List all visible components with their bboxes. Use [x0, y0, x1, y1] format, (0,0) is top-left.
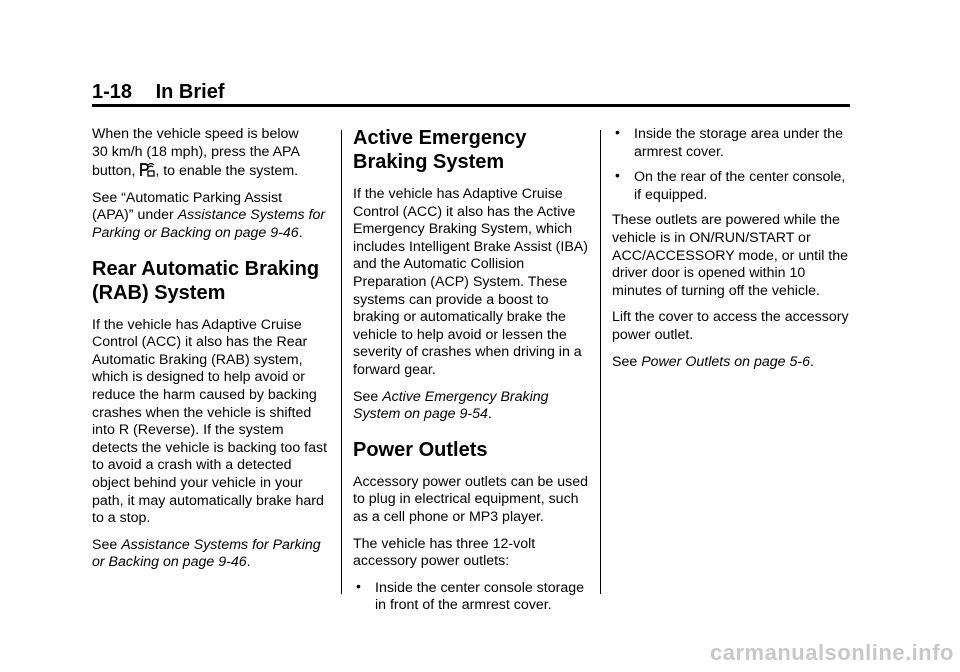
bullet-icon: •	[356, 577, 361, 594]
column-divider-2	[600, 130, 601, 594]
paragraph: When the vehicle speed is below 30 km/h (18 mph), press the APA button, , to enable the system.	[92, 126, 300, 180]
paragraph: If the vehicle has Adaptive Cruise Control (ACC) it also has the Active Emergency Braking System, which includes Intelligent Brake Assist (IBA) and the Automatic Collision Preparation (ACP) System. These systems can provide a boost to braking or automatically brake the vehicle to help avoid or lessen the severity of crashes when driving in a forward gear.	[353, 186, 588, 378]
paragraph: These outlets are powered while the vehicle is in ON/RUN/START or ACC/ACCESSORY mode, or until the driver door is opened within 10 minutes of turning off the vehicle.	[612, 212, 849, 299]
page-header	[92, 80, 850, 104]
column-2	[353, 126, 591, 623]
paragraph: The vehicle has three 12-volt accessory power outlets:	[353, 535, 536, 570]
page-number: 1-18	[92, 81, 133, 103]
cross-reference-link[interactable]: Active Emergency Braking System on page 9-54	[353, 388, 549, 423]
paragraph: Lift the cover to access the accessory power outlet.	[612, 309, 849, 343]
list-item: • Inside the center console storage in front of the armrest cover.	[356, 577, 585, 614]
cross-reference-link[interactable]: Assistance Systems for Parking or Backing on page 9-46	[92, 536, 321, 571]
paragraph: See “Automatic Parking Assist (APA)” under Assistance Systems for Parking or Backing on page 9-46.	[92, 189, 326, 241]
list-item: • Inside the storage area under the armrest cover.	[615, 124, 844, 160]
watermark: carmanualsonline.info	[710, 640, 954, 665]
paragraph: See Active Emergency Braking System on page 9-54.	[353, 388, 549, 423]
paragraph: See Power Outlets on page 5-6.	[612, 353, 814, 370]
paragraph: Accessory power outlets can be used to plug in electrical equipment, such as a cell phone or MP3 player.	[353, 473, 589, 525]
cross-reference-link[interactable]: Power Outlets on page 5-6	[641, 353, 810, 370]
heading-active-emergency-braking: Active Emergency Braking System	[353, 127, 527, 173]
column-divider-1	[341, 130, 342, 594]
section-title: In Brief	[155, 81, 225, 103]
bullet-icon: •	[615, 167, 620, 184]
heading-power-outlets: Power Outlets	[353, 438, 488, 461]
cross-reference-link[interactable]: Assistance Systems for Parking or Backing on page 9-46	[92, 207, 326, 241]
bullet-list	[353, 577, 591, 615]
heading-rear-automatic-braking: Rear Automatic Braking (RAB) System	[92, 257, 320, 304]
bullet-list	[612, 126, 852, 204]
bullet-icon: •	[615, 124, 620, 140]
column-3	[612, 126, 852, 380]
apa-parking-icon	[139, 161, 155, 177]
paragraph: If the vehicle has Adaptive Cruise Control (ACC) it also has the Rear Automatic Braking (RAB) system, which is designed to help avoid or reduce the harm caused by backing crashes when the vehicle is shifted into R (Reverse). If the system detects the vehicle is backing too fast to avoid a crash with a detected object behind your vehicle in your path, it may automatically brake hard to a stop.	[92, 316, 328, 527]
column-1	[92, 126, 332, 581]
paragraph: See Assistance Systems for Parking or Backing on page 9-46.	[92, 536, 321, 571]
header-rule	[92, 104, 850, 107]
list-item: • On the rear of the center console, if equipped.	[615, 167, 846, 203]
